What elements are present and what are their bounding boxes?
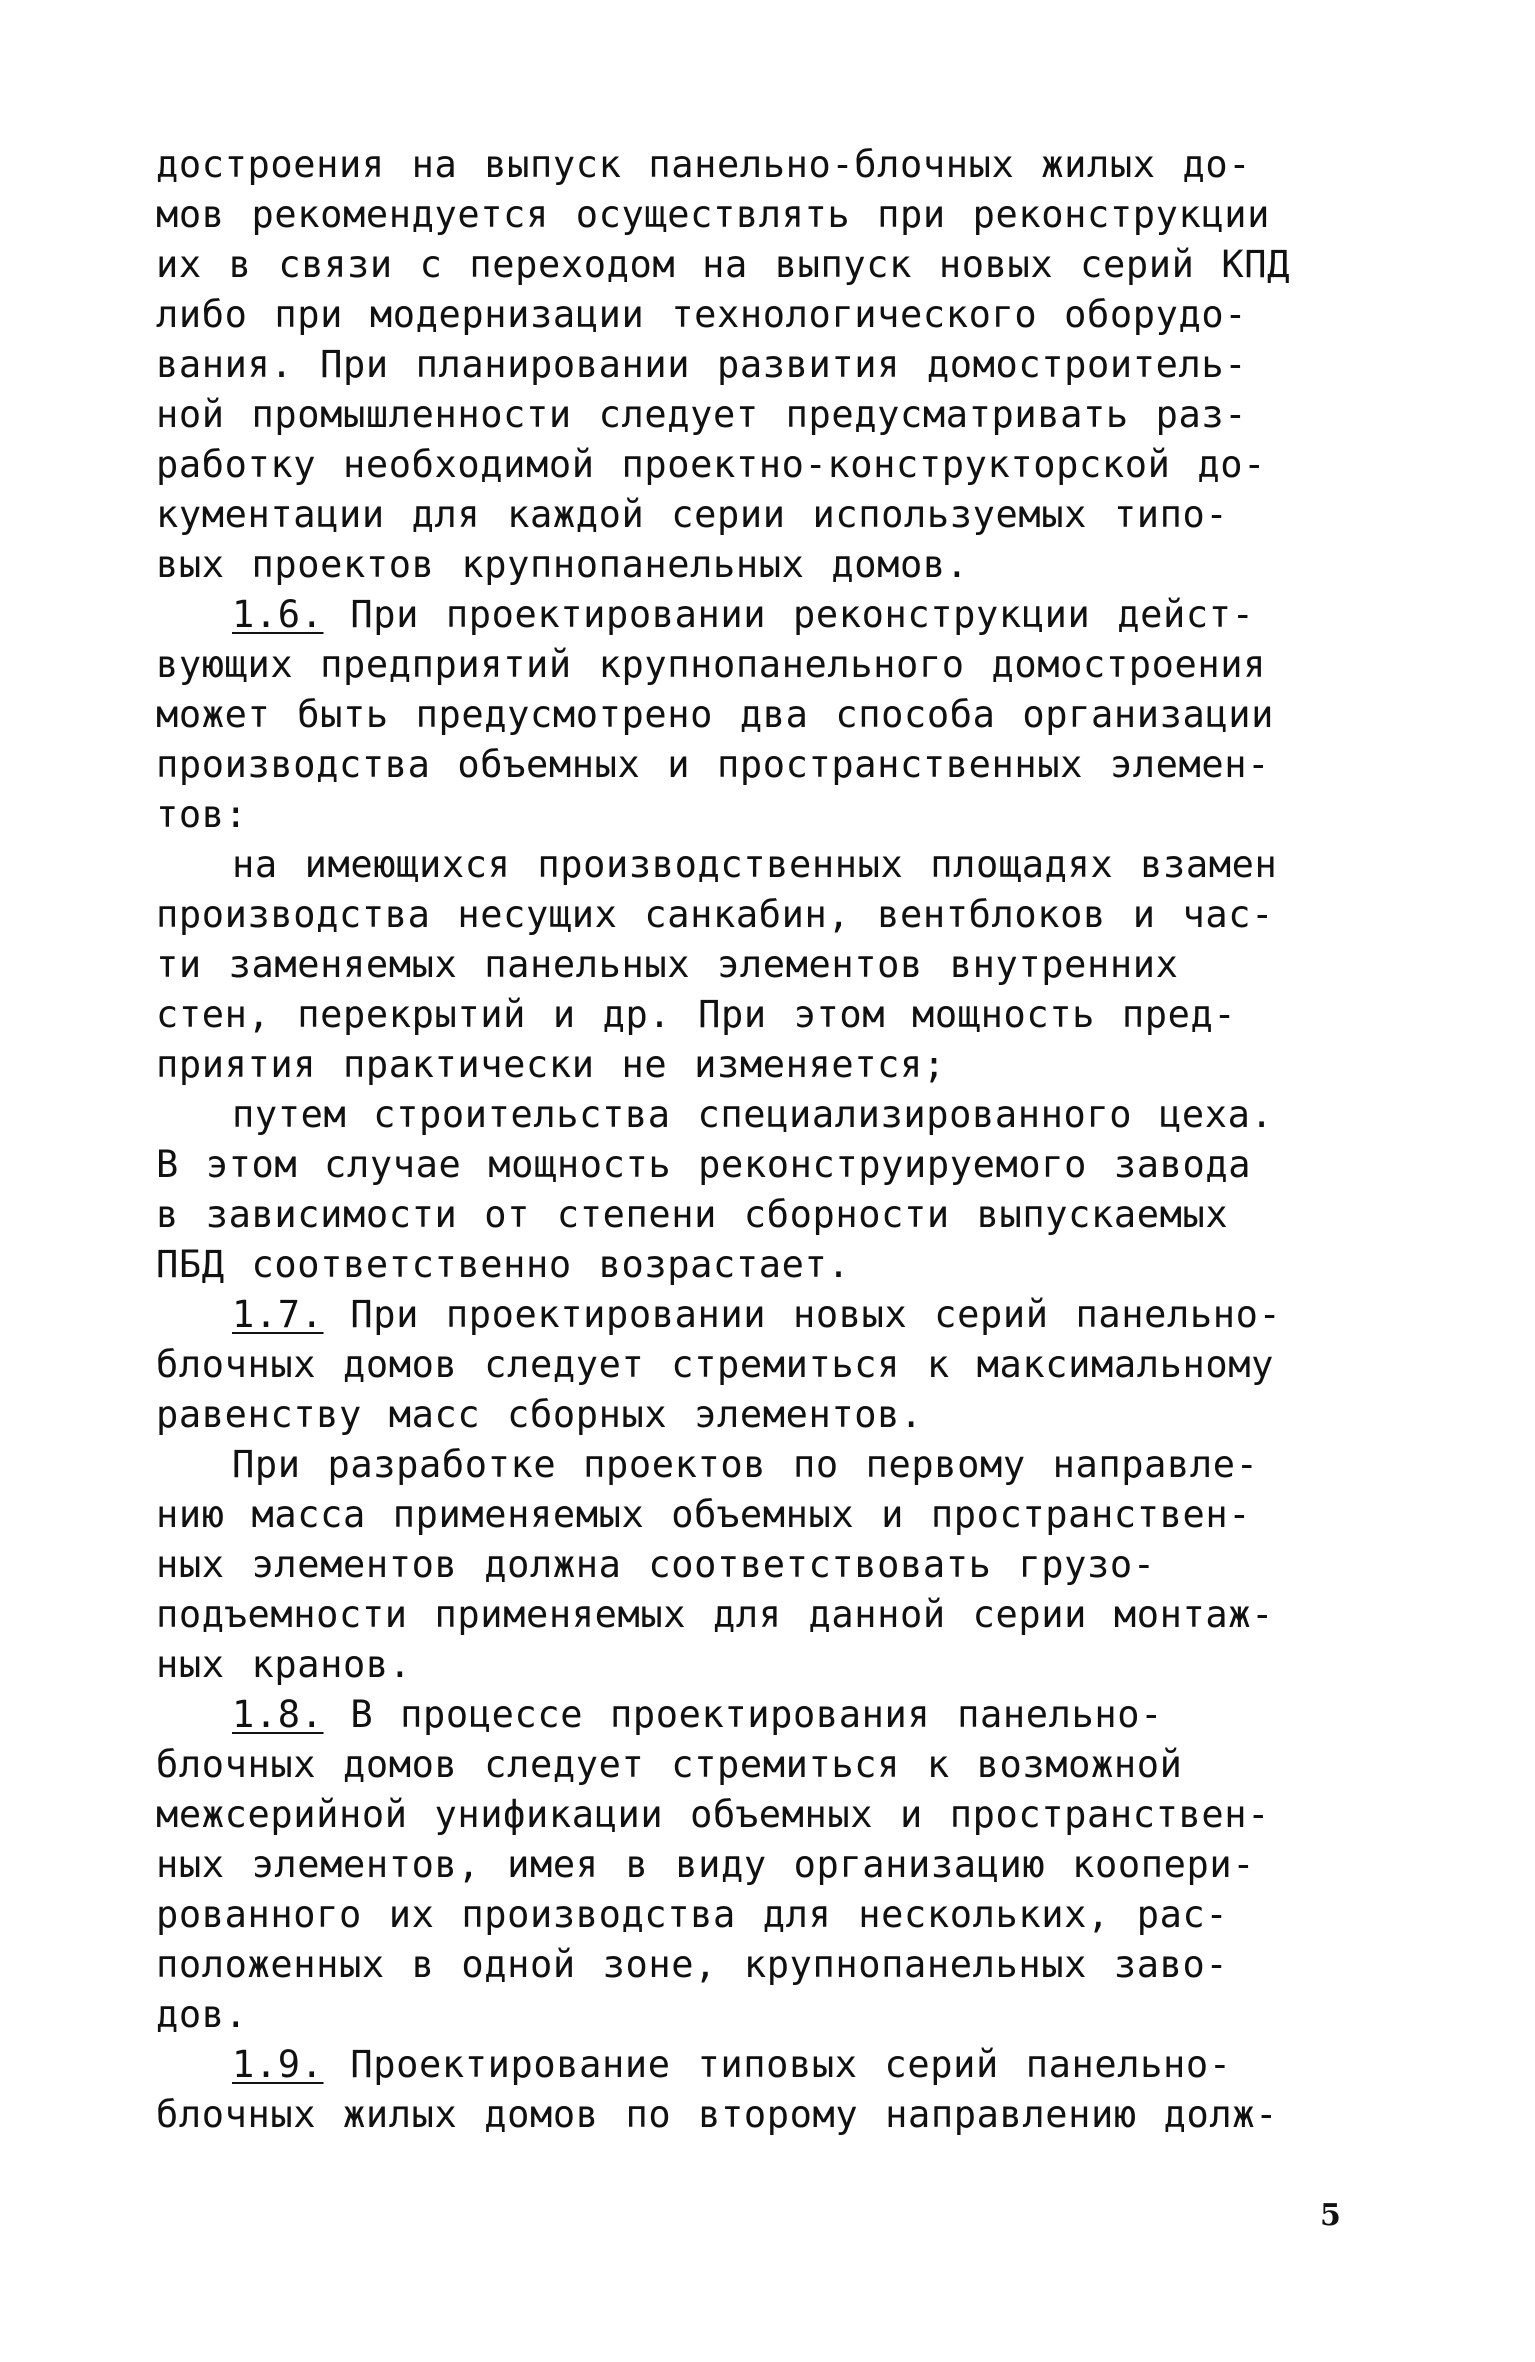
text-line	[156, 690, 1376, 740]
section-number: 1.6.	[232, 593, 324, 636]
line-text: ных кранов.	[156, 1643, 412, 1686]
text-line	[156, 1590, 1376, 1640]
line-text: положенных в одной зоне, крупнопанельных заво-	[156, 1943, 1229, 1986]
text-line	[156, 1140, 1376, 1190]
line-text: ной промышленности следует предусматривать раз-	[156, 393, 1248, 436]
text-line	[156, 1940, 1376, 1990]
text-line	[156, 490, 1376, 540]
text-line	[156, 1040, 1376, 1090]
text-line	[156, 190, 1376, 240]
line-text: блочных домов следует стремиться к максимальному	[156, 1343, 1275, 1386]
text-line	[156, 1640, 1376, 1690]
line-text: может быть предусмотрено два способа организации	[156, 693, 1275, 736]
line-text: путем строительства специализированного цеха.	[232, 1093, 1274, 1136]
text-line	[156, 240, 1376, 290]
line-text: достроения на выпуск панельно-блочных жилых до-	[156, 143, 1252, 186]
text-line	[156, 1790, 1376, 1840]
line-text: ти заменяемых панельных элементов внутренних	[156, 943, 1179, 986]
text-line	[156, 2090, 1376, 2140]
line-text: вующих предприятий крупнопанельного домостроения	[156, 643, 1267, 686]
text-line	[156, 890, 1376, 940]
line-text: в зависимости от степени сборности выпускаемых	[156, 1193, 1229, 1236]
section-number: 1.7.	[232, 1293, 324, 1336]
text-line	[156, 940, 1376, 990]
section-number: 1.8.	[232, 1693, 324, 1736]
text-line	[156, 1340, 1376, 1390]
line-text: либо при модернизации технологического оборудо-	[156, 293, 1248, 336]
line-text: подъемности применяемых для данной серии монтаж-	[156, 1593, 1275, 1636]
line-text: равенству масс сборных элементов.	[156, 1393, 923, 1436]
line-text: на имеющихся производственных площадях взамен	[232, 843, 1278, 886]
text-line	[156, 1390, 1376, 1440]
text-line	[156, 440, 1376, 490]
text-line	[156, 1690, 1376, 1740]
line-text: рованного их производства для нескольких, рас-	[156, 1893, 1229, 1936]
body-text	[156, 140, 1376, 2140]
line-text: нию масса применяемых объемных и пространствен-	[156, 1493, 1252, 1536]
text-line	[156, 340, 1376, 390]
line-text: В этом случае мощность реконструируемого завода	[156, 1143, 1252, 1186]
line-text: вания. При планировании развития домостроитель-	[156, 343, 1248, 386]
section-number: 1.9.	[232, 2043, 324, 2086]
text-line	[156, 1090, 1376, 1140]
line-text: их в связи с переходом на выпуск новых серий КПД	[156, 243, 1291, 286]
text-line	[156, 2040, 1376, 2090]
line-text: вых проектов крупнопанельных домов.	[156, 543, 969, 586]
text-line	[156, 290, 1376, 340]
text-line	[156, 390, 1376, 440]
text-line	[156, 1890, 1376, 1940]
line-text: При проектировании новых серий панельно-	[323, 1293, 1282, 1336]
line-text: блочных домов следует стремиться к возможной	[156, 1743, 1183, 1786]
line-text: производства объемных и пространственных элемен-	[156, 743, 1271, 786]
line-text: При разработке проектов по первому направле-	[232, 1443, 1259, 1486]
line-text: ных элементов должна соответствовать грузо-	[156, 1543, 1156, 1586]
text-line	[156, 1190, 1376, 1240]
line-text: кументации для каждой серии используемых типо-	[156, 493, 1229, 536]
line-text: Проектирование типовых серий панельно-	[323, 2043, 1232, 2086]
text-line	[156, 1740, 1376, 1790]
line-text: ных элементов, имея в виду организацию коопери-	[156, 1843, 1256, 1886]
line-text: ПБД соответственно возрастает.	[156, 1243, 851, 1286]
text-line	[156, 840, 1376, 890]
text-line	[156, 590, 1376, 640]
line-text: стен, перекрытий и др. При этом мощность пред-	[156, 993, 1237, 1036]
line-text: работку необходимой проектно-конструкторской до-	[156, 443, 1267, 486]
text-line	[156, 990, 1376, 1040]
text-line	[156, 1490, 1376, 1540]
text-line	[156, 140, 1376, 190]
text-line	[156, 1440, 1376, 1490]
line-text: приятия практически не изменяется;	[156, 1043, 946, 1086]
text-line	[156, 1840, 1376, 1890]
text-line	[156, 640, 1376, 690]
line-text: тов:	[156, 793, 248, 836]
line-text: При проектировании реконструкции дейст-	[323, 593, 1255, 636]
line-text: межсерийной унификации объемных и пространствен-	[156, 1793, 1271, 1836]
text-line	[156, 1240, 1376, 1290]
text-line	[156, 790, 1376, 840]
line-text: дов.	[156, 1993, 248, 2036]
line-text: производства несущих санкабин, вентблоков и час-	[156, 893, 1275, 936]
text-line	[156, 1990, 1376, 2040]
line-text: В процессе проектирования панельно-	[323, 1693, 1164, 1736]
text-line	[156, 740, 1376, 790]
text-line	[156, 1540, 1376, 1590]
line-text: блочных жилых домов по второму направлению долж-	[156, 2093, 1279, 2136]
text-line	[156, 1290, 1376, 1340]
text-line	[156, 540, 1376, 590]
page-number: 5	[1320, 2198, 1341, 2233]
line-text: мов рекомендуется осуществлять при реконструкции	[156, 193, 1271, 236]
